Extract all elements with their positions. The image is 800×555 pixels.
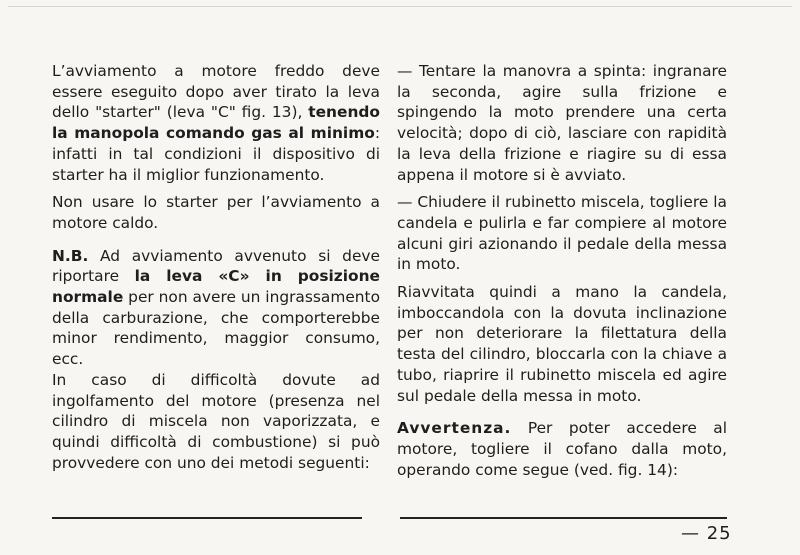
cold-start-emphasis: tenendo la manopola comando gas al minimo: [52, 103, 380, 143]
nb-text-end: per non avere un ingrassamento della carburazione, che comporterebbe minor rendimento, maggior consumo, ecc.: [52, 288, 380, 369]
push-start-paragraph: — Tentare la manovra a spinta: ingranare la seconda, agire sulla frizione e spingendo la moto prendere una certa velocità; dopo di ciò, lasciare con rapidità la leva della frizione e riagire su di essa appena il motore si è avviato.: [397, 62, 727, 184]
right-column: [397, 61, 727, 480]
cold-start-text: L’avviamento a motore freddo deve essere eseguito dopo aver tirato la leva dello "starter" (leva "C" fig. 13),: [52, 62, 380, 122]
flooding-paragraph: In caso di difficoltà dovute ad ingolfamento del motore (presenza nel cilindro di miscela non vaporizzata, e quindi difficoltà di combustione) si può provvedere con uno dei metodi seguenti:: [52, 370, 380, 472]
nb-label: N.B.: [52, 246, 89, 265]
warning-paragraph: [397, 418, 727, 480]
left-column: [52, 61, 380, 473]
cold-start-paragraph: [52, 61, 380, 185]
warning-text: Per poter accedere al motore, togliere il cofano dalla moto, operando come segue (ved. fig. 14):: [397, 419, 727, 479]
nb-paragraph: [52, 246, 380, 370]
page-edge: [8, 6, 792, 7]
warm-start-paragraph: Non usare lo starter per l’avviamento a motore caldo.: [52, 193, 380, 232]
warning-label: Avvertenza.: [397, 419, 512, 438]
page-number: — 25: [681, 523, 732, 544]
nb-emphasis: la leva «C» in posizione normale: [52, 267, 380, 307]
spark-plug-paragraph: — Chiudere il rubinetto miscela, togliere la candela e pulirla e far compiere al motore alcuni giri azionando il pedale della messa in moto.: [397, 193, 727, 274]
reinstall-plug-paragraph: Riavvitata quindi a mano la candela, imboccandola con la dovuta inclinazione per non deteriorare la filettatura della testa del cilindro, bloccarla con la chiave a tubo, riaprire il rubinetto miscela ed agire sul pedale della messa in moto.: [397, 283, 727, 405]
footer-rule-right: [400, 517, 727, 519]
nb-text: Ad avviamento avvenuto si deve riportare: [52, 246, 380, 286]
cold-start-text-end: : infatti in tal condizioni il dispositivo di starter ha il miglior funzionamento.: [52, 124, 380, 184]
footer-rule-left: [52, 517, 362, 519]
